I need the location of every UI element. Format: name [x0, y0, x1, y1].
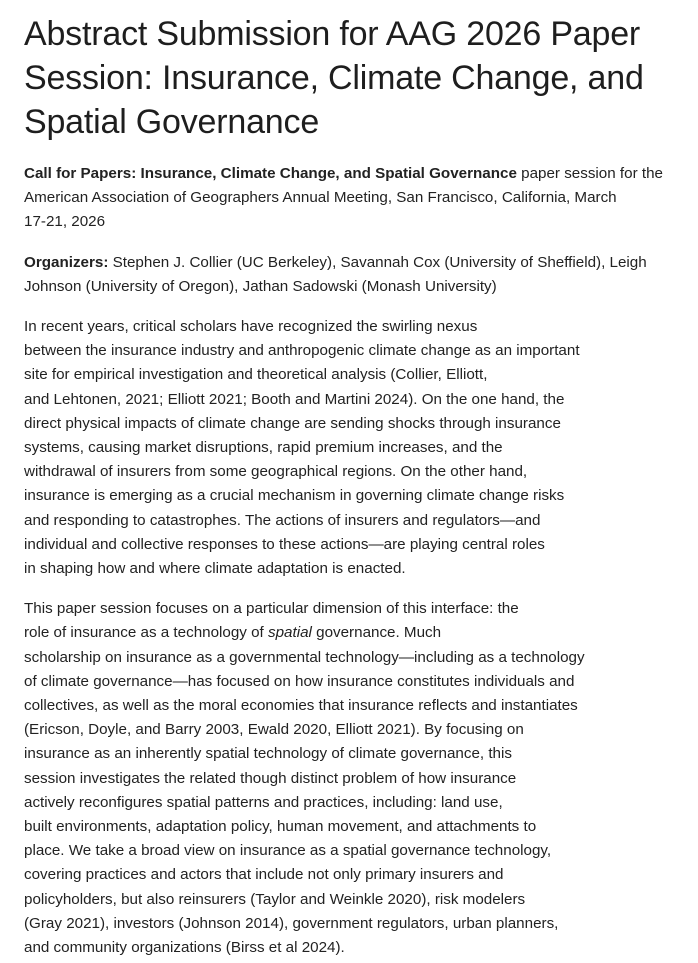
paragraph-line: systems, causing market disruptions, rapid premium increases, and the [24, 439, 503, 457]
cfp-bold-label: Call for Papers: Insurance, Climate Change, and Spatial Governance [24, 165, 517, 182]
paragraph-line: site for empirical investigation and theoretical analysis (Collier, Elliott, [24, 366, 488, 384]
paragraph-line: collectives, as well as the moral economies that insurance reflects and instantiates [24, 697, 578, 715]
paragraph-line: In recent years, critical scholars have recognized the swirling nexus [24, 318, 478, 336]
paragraph-line: and responding to catastrophes. The actions of insurers and regulators—and [24, 511, 541, 529]
paragraph-line [24, 621, 674, 645]
paragraph-line: (Gray 2021), investors (Johnson 2014), government regulators, urban planners, [24, 914, 559, 932]
cfp-text: paper session for the [516, 165, 663, 182]
title-line: Abstract Submission for AAG 2026 Paper [24, 15, 641, 53]
paragraph-line: of climate governance—has focused on how insurance constitutes individuals and [24, 672, 575, 690]
cfp-line: American Association of Geographers Annual Meeting, San Francisco, California, March [24, 189, 617, 207]
call-for-papers-paragraph [24, 162, 674, 235]
title-line: Spatial Governance [24, 103, 320, 141]
paragraph-text: role of insurance as a technology of [24, 624, 268, 642]
emphasis-spatial: spatial [268, 624, 312, 642]
organizers-label: Organizers: [24, 253, 109, 271]
organizers-text: Stephen J. Collier (UC Berkeley), Savannah Cox (University of Sheffield), Leigh [108, 253, 647, 271]
paragraph-line: withdrawal of insurers from some geographical regions. On the other hand, [24, 463, 528, 481]
paragraph-line: between the insurance industry and anthropogenic climate change as an important [24, 342, 580, 360]
paragraph-line: place. We take a broad view on insurance as a spatial governance technology, [24, 842, 552, 860]
paragraph-line: insurance as an inherently spatial technology of climate governance, this [24, 745, 512, 763]
paragraph-line: scholarship on insurance as a governmental technology—including as a technology [24, 648, 585, 666]
paragraph-line: (Ericson, Doyle, and Barry 2003, Ewald 2020, Elliott 2021). By focusing on [24, 721, 524, 739]
paragraph-line: session investigates the related though distinct problem of how insurance [24, 769, 517, 787]
paragraph-line: built environments, adaptation policy, human movement, and attachments to [24, 818, 537, 836]
organizers-line: Johnson (University of Oregon), Jathan Sadowski (Monash University) [24, 277, 497, 295]
page-title [24, 12, 674, 144]
paragraph-line: insurance is emerging as a crucial mechanism in governing climate change risks [24, 487, 565, 505]
organizers-paragraph [24, 251, 674, 299]
paragraph-line: in shaping how and where climate adaptation is enacted. [24, 560, 406, 578]
body-paragraph-2 [24, 597, 674, 960]
body-paragraph-1 [24, 315, 674, 581]
paragraph-line: and community organizations (Birss et al 2024). [24, 939, 345, 957]
paragraph-line: policyholders, but also reinsurers (Taylor and Weinkle 2020), risk modelers [24, 890, 526, 908]
paragraph-line: direct physical impacts of climate change are sending shocks through insurance [24, 414, 561, 432]
paragraph-line: actively reconfigures spatial patterns and practices, including: land use, [24, 793, 503, 811]
paragraph-line: individual and collective responses to these actions—are playing central roles [24, 535, 545, 553]
organizers-line [24, 251, 674, 275]
paragraph-line: and Lehtonen, 2021; Elliott 2021; Booth and Martini 2024). On the one hand, the [24, 390, 565, 408]
cfp-line: 17-21, 2026 [24, 213, 106, 231]
paragraph-line: This paper session focuses on a particular dimension of this interface: the [24, 600, 519, 618]
title-line: Session: Insurance, Climate Change, and [24, 59, 644, 97]
cfp-line [24, 162, 674, 186]
paragraph-line: covering practices and actors that include not only primary insurers and [24, 866, 504, 884]
paragraph-text: governance. Much [311, 624, 442, 642]
